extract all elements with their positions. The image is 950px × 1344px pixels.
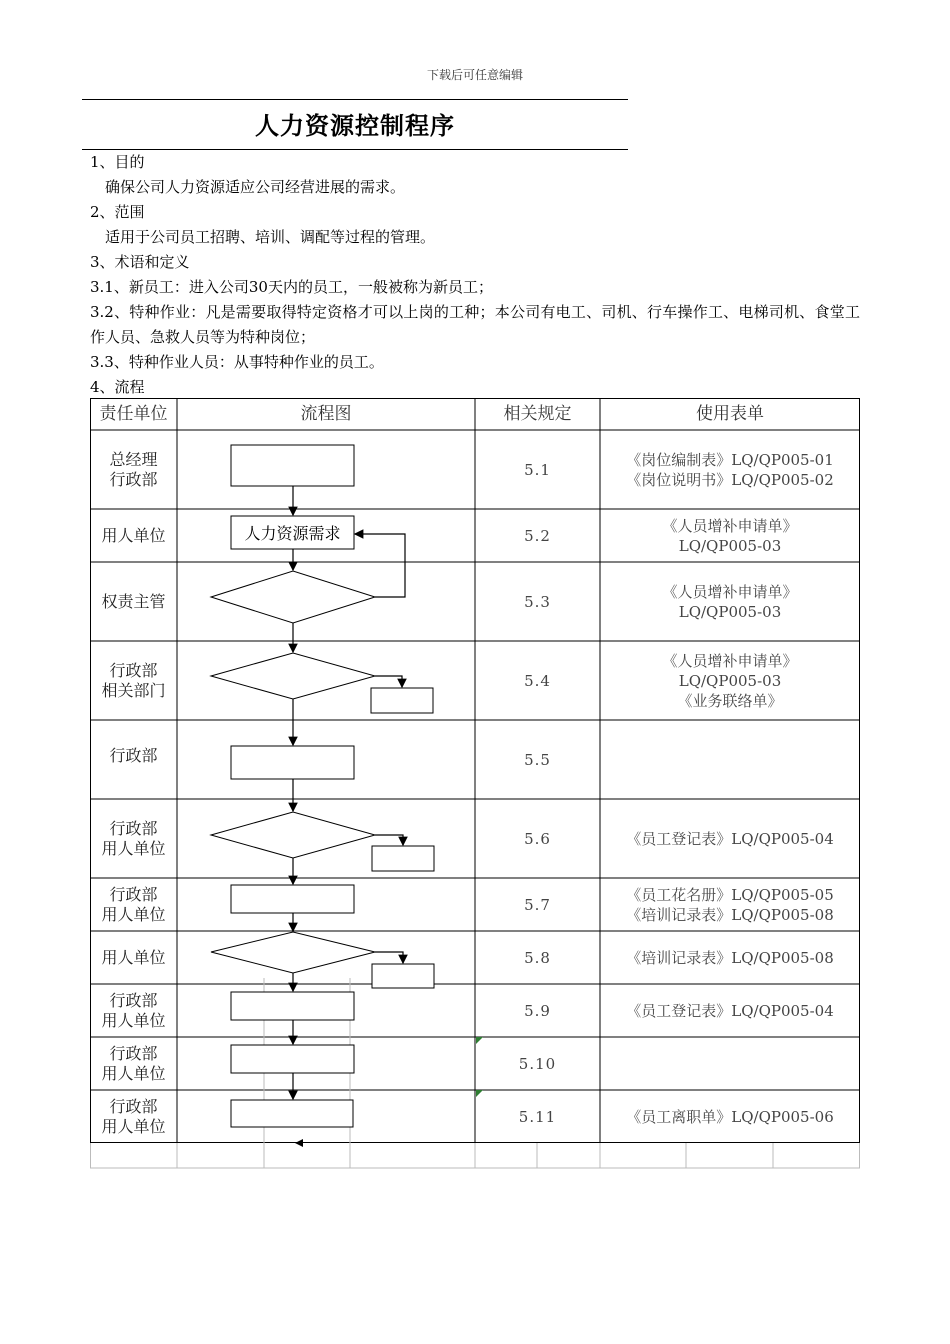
flow-decision-5-6 bbox=[211, 812, 375, 858]
row-11-unit-line-1: 行政部 bbox=[109, 1096, 158, 1116]
flow-branch-box-5-6 bbox=[372, 846, 434, 871]
row-3-form-2: LQ/QP005-03 bbox=[678, 602, 782, 621]
header-flowchart: 流程图 bbox=[300, 404, 352, 424]
row-5-rule: 5.5 bbox=[524, 750, 551, 769]
row-11-unit-line-2: 用人单位 bbox=[101, 1116, 166, 1136]
row-2-forms bbox=[600, 509, 860, 562]
row-1-unit bbox=[90, 430, 177, 509]
flow-decision-5-4 bbox=[211, 653, 375, 699]
row-1-unit-line-1: 总经理 bbox=[109, 449, 158, 469]
row-3-unit: 权责主管 bbox=[101, 591, 166, 611]
row-6-unit-line-1: 行政部 bbox=[109, 818, 158, 838]
row-7-forms bbox=[600, 878, 860, 931]
header-rule: 相关规定 bbox=[503, 404, 572, 424]
row-2-form-1: 《人员增补申请单》 bbox=[662, 516, 798, 535]
row-4-form-3: 《业务联络单》 bbox=[677, 691, 783, 710]
flow-decision-5-8 bbox=[211, 932, 375, 973]
row-9-unit-line-1: 行政部 bbox=[109, 990, 158, 1010]
row-9-unit-line-2: 用人单位 bbox=[101, 1010, 166, 1030]
header-note: 下载后可任意编辑 bbox=[426, 68, 523, 82]
row-7-form-1: 《员工花名册》LQ/QP005-05 bbox=[626, 885, 834, 904]
row-6-rule: 5.6 bbox=[524, 829, 551, 848]
row-4-forms bbox=[600, 641, 860, 720]
row-7-form-2: 《培训记录表》LQ/QP005-08 bbox=[626, 905, 834, 924]
row-7-unit bbox=[90, 878, 177, 931]
header-unit: 责任单位 bbox=[99, 404, 168, 424]
row-10-unit-line-1: 行政部 bbox=[109, 1043, 158, 1063]
row-7-unit-line-2: 用人单位 bbox=[101, 904, 166, 924]
row-10-unit bbox=[90, 1037, 177, 1090]
row-3-form-1: 《人员增补申请单》 bbox=[662, 582, 798, 601]
row-8-unit: 用人单位 bbox=[101, 947, 166, 967]
process-flow-table bbox=[90, 398, 860, 1143]
row-4-unit-line-1: 行政部 bbox=[109, 660, 158, 680]
row-9-rule: 5.9 bbox=[524, 1001, 551, 1020]
section-2-title: 2、范围 bbox=[90, 203, 145, 221]
row-11-form-1: 《员工离职单》LQ/QP005-06 bbox=[626, 1107, 834, 1126]
row-3-rule: 5.3 bbox=[524, 592, 551, 611]
flow-branch-box-5-8 bbox=[372, 964, 434, 988]
row-1-form-1: 《岗位编制表》LQ/QP005-01 bbox=[626, 450, 834, 469]
row-6-unit-line-2: 用人单位 bbox=[101, 838, 166, 858]
row-5-unit: 行政部 bbox=[109, 746, 158, 765]
row-10-rule: 5.10 bbox=[518, 1054, 557, 1073]
row-8-rule: 5.8 bbox=[524, 948, 551, 967]
row-9-form-1: 《员工登记表》LQ/QP005-04 bbox=[626, 1001, 834, 1020]
title-rule-top bbox=[82, 99, 628, 100]
row-4-unit bbox=[90, 641, 177, 720]
flow-box-5-1 bbox=[231, 445, 354, 486]
header-forms: 使用表单 bbox=[696, 404, 764, 424]
row-1-form-2: 《岗位说明书》LQ/QP005-02 bbox=[626, 470, 834, 489]
row-11-unit bbox=[90, 1090, 177, 1143]
flow-branch-box-5-4 bbox=[371, 688, 433, 713]
row-6-form-1: 《员工登记表》LQ/QP005-04 bbox=[626, 829, 834, 848]
row-3-forms bbox=[600, 562, 860, 641]
section-4-title: 4、流程 bbox=[90, 378, 145, 396]
section-1-title: 1、目的 bbox=[90, 153, 145, 171]
definition-3-2: 3.2、特种作业：凡是需要取得特定资格才可以上岗的工种；本公司有电工、司机、行车操作工、电梯司机、食堂工作人员、急救人员等为特种岗位； bbox=[90, 303, 860, 346]
flow-box-label: 人力资源需求 bbox=[244, 524, 341, 543]
section-3-title: 3、术语和定义 bbox=[90, 253, 190, 271]
definition-3-3: 3.3、特种作业人员：从事特种作业的员工。 bbox=[90, 353, 384, 371]
row-2-form-2: LQ/QP005-03 bbox=[678, 536, 782, 555]
flow-decision-5-3 bbox=[211, 571, 375, 623]
flow-box-5-11 bbox=[231, 1100, 353, 1127]
row-7-unit-line-1: 行政部 bbox=[109, 884, 158, 904]
row-1-rule: 5.1 bbox=[524, 460, 551, 479]
row-2-unit: 用人单位 bbox=[101, 525, 166, 545]
row-4-unit-line-2: 相关部门 bbox=[101, 680, 166, 700]
row-4-form-2: LQ/QP005-03 bbox=[678, 671, 782, 690]
row-9-unit bbox=[90, 984, 177, 1037]
page-title: 人力资源控制程序 bbox=[255, 112, 455, 140]
row-1-forms bbox=[600, 430, 860, 509]
row-11-rule: 5.11 bbox=[518, 1107, 557, 1126]
flow-box-5-7 bbox=[231, 885, 354, 913]
row-4-form-1: 《人员增补申请单》 bbox=[662, 651, 798, 670]
definition-3-1: 3.1、新员工：进入公司30天内的员工，一般被称为新员工； bbox=[90, 278, 493, 296]
flow-box-5-9 bbox=[231, 992, 354, 1020]
flow-box-5-5 bbox=[231, 746, 354, 779]
section-1-body: 确保公司人力资源适应公司经营进展的需求。 bbox=[105, 178, 406, 196]
flow-box-5-10 bbox=[231, 1045, 354, 1073]
row-4-rule: 5.4 bbox=[524, 671, 551, 690]
section-2-body: 适用于公司员工招聘、培训、调配等过程的管理。 bbox=[105, 228, 436, 246]
row-2-rule: 5.2 bbox=[524, 526, 551, 545]
row-7-rule: 5.7 bbox=[524, 895, 551, 914]
row-10-unit-line-2: 用人单位 bbox=[101, 1063, 166, 1083]
row-1-unit-line-2: 行政部 bbox=[109, 469, 158, 489]
row-6-unit bbox=[90, 799, 177, 878]
row-8-form-1: 《培训记录表》LQ/QP005-08 bbox=[626, 948, 834, 967]
